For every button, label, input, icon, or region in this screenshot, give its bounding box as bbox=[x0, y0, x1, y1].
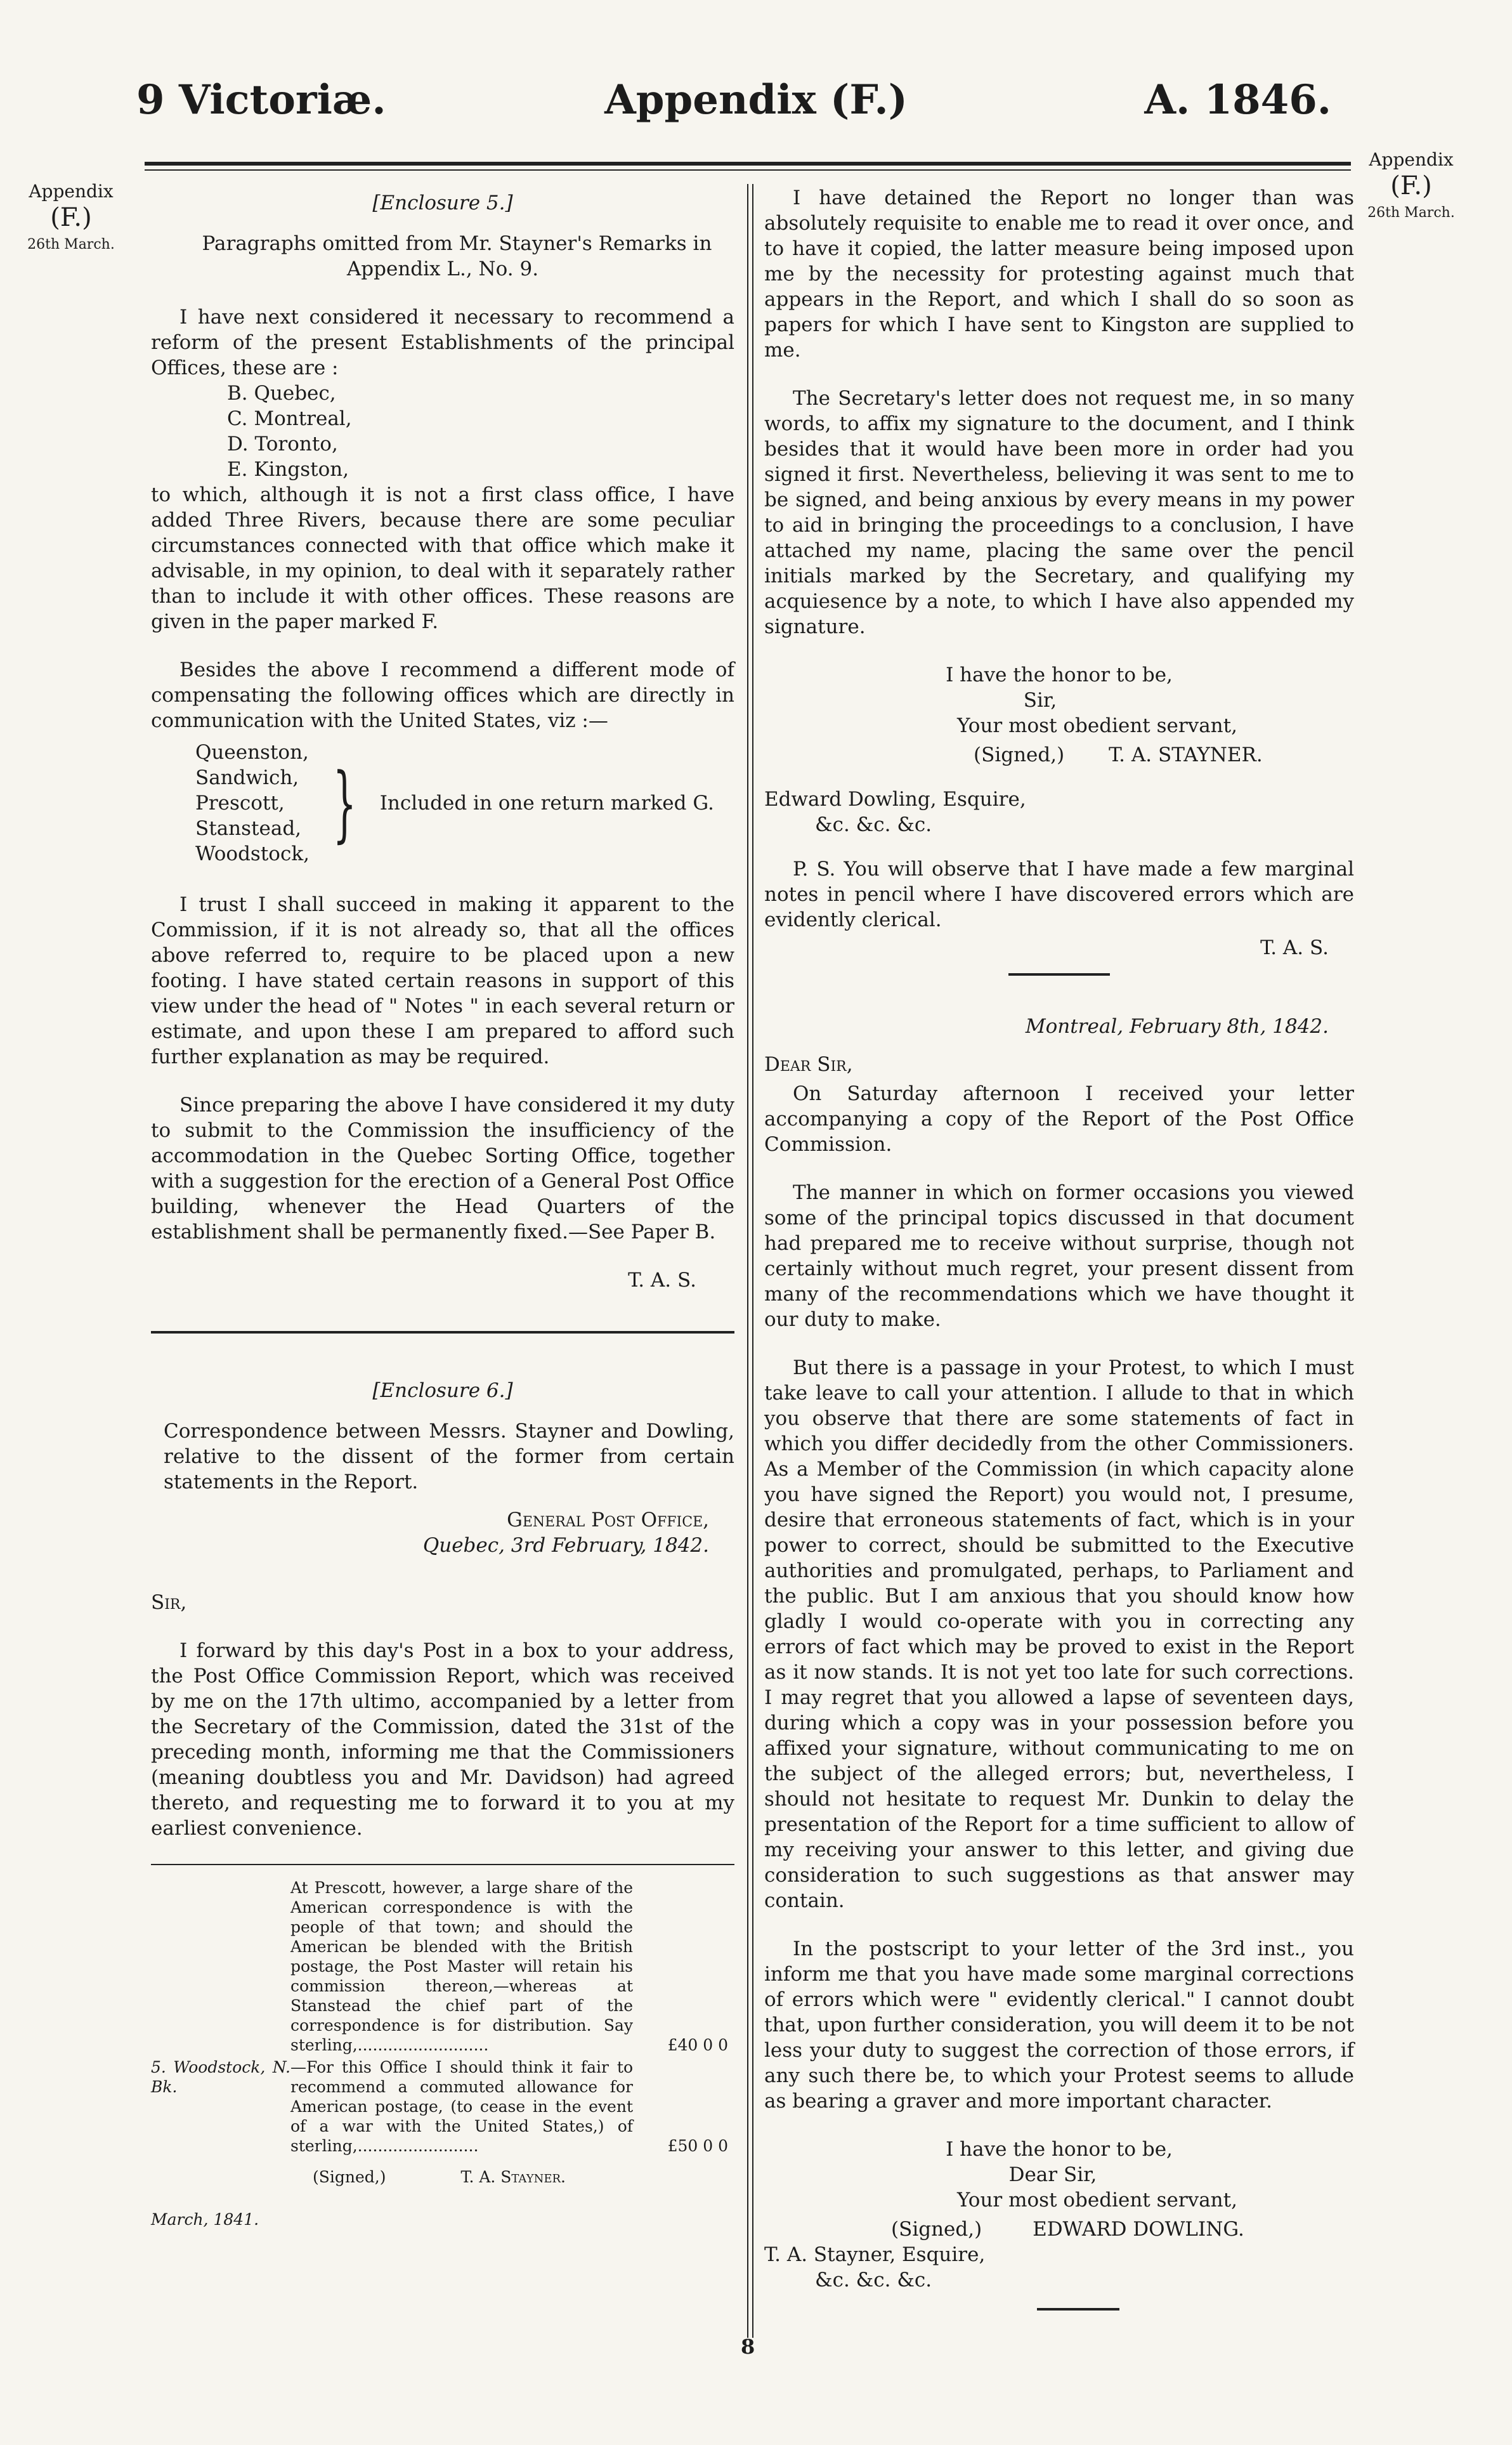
us-office-item: Woodstock, bbox=[195, 842, 310, 865]
closing-servant: Your most obedient servant, bbox=[957, 714, 1237, 737]
enclosure-6-heading: [Enclosure 6.] bbox=[372, 1379, 513, 1402]
paragraph-statements-of-fact: But there is a passage in your Protest, to which I must take leave to call your attention. I allude to that in which you observe that there are some statements of fact in which you differ decidedly from the other Commissioners. As a Member of the Commission (in which capacity alone you have signed the Report) you would not, I presume, desire that erroneous statements of fact, which is in your power to correct, should be submitted to the Executive authorities and promulgated, perhaps, to Parliament and the public. But I am anxious that you should know how gladly I would co-operate with you in correcting any errors of fact which may be proved to exist in the Report as it now stands. It is not yet too late for such corrections. I may regret that you allowed a lapse of seventeen days, during which a copy was in your possession before you affixed your signature, without communicating to me on the subject of the alleged errors; but, nevertheless, I should not hesitate to request Mr. Dunkin to delay the presentation of the Report for a time sufficient to allow of my receiving your answer to this letter, and giving due consideration to such suggestions as that answer may contain. bbox=[764, 1356, 1354, 1912]
footnote-signed: (Signed,) bbox=[313, 2168, 386, 2186]
page-number: 8 bbox=[741, 2335, 755, 2359]
us-office-item: Prescott, bbox=[195, 792, 285, 815]
office-item: B. Quebec, bbox=[227, 382, 336, 405]
paragraph-sorting-office: Since preparing the above I have considered it my duty to submit to the Commission the insufficiency of the accommodation in the Quebec Sorting Office, together with a suggestion for the erection of a General Post Office building, whenever the Head Quarters of the establishment shall be permanently fixed.—See Paper B. bbox=[151, 1094, 734, 1243]
column-divider-inner bbox=[752, 184, 753, 2338]
postscript: P. S. You will observe that I have made a few marginal notes in pencil where I have discovered errors which are evidently clerical. bbox=[764, 858, 1354, 931]
footnote-woodstock-label: 5. Woodstock, N. Bk. bbox=[151, 2058, 290, 2096]
us-offices-note: Included in one return marked G. bbox=[379, 792, 714, 815]
principal-offices-list bbox=[227, 381, 734, 482]
us-offices-list bbox=[195, 740, 310, 867]
closing-honor-2: I have the honor to be, bbox=[946, 2138, 1173, 2161]
margin-note-left bbox=[14, 181, 128, 253]
footnote-prescott-amount: £40 0 0 bbox=[667, 2036, 728, 2054]
closing-honor: I have the honor to be, bbox=[946, 664, 1173, 686]
signed-label: (Signed,) bbox=[974, 744, 1065, 766]
us-office-item: Queenston, bbox=[195, 741, 309, 764]
office-item: E. Kingston, bbox=[227, 458, 349, 481]
margin-note-right bbox=[1354, 149, 1468, 221]
margin-left-label: Appendix bbox=[29, 181, 114, 202]
closing-servant-2: Your most obedient servant, bbox=[957, 2189, 1237, 2212]
margin-left-letter: (F.) bbox=[50, 202, 92, 232]
letter-date-montreal: Montreal, February 8th, 1842. bbox=[1025, 1015, 1329, 1038]
us-offices-group bbox=[195, 740, 734, 867]
margin-left-date: 26th March. bbox=[27, 236, 115, 252]
brace-symbol: } bbox=[332, 755, 356, 851]
footnote-signer: T. A. Stayner. bbox=[460, 2168, 566, 2186]
header-rule-thick bbox=[145, 162, 1351, 166]
footnote-signature bbox=[151, 2167, 734, 2187]
paragraph-detained-report: I have detained the Report no longer than was absolutely requisite to enable me to read it over once, and to have it copied, the latter measure being imposed upon me by the necessity for protesting against much that appears in the Report, and which I shall do so soon as papers for which I have sent to Kingston are supplied to me. bbox=[764, 187, 1354, 362]
paragraph-secretary-letter: The Secretary's letter does not request me, in so many words, to affix my signature to the document, and I think besides that it would have been more in order had you signed it first. Nevertheless, believing it was sent to me to be signed, and being anxious by every means in my power to aid in bringing the proceedings to a conclusion, I have attached my name, placing the same over the pencil initials marked by the Secretary, and qualifying my acquiesence by a note, to which I have also appended my signature. bbox=[764, 387, 1354, 638]
footnote-rule bbox=[151, 1864, 734, 1865]
left-column bbox=[151, 190, 734, 2229]
enclosure-5-heading: [Enclosure 5.] bbox=[372, 192, 513, 214]
section-short-rule bbox=[1008, 973, 1110, 976]
margin-right-date: 26th March. bbox=[1367, 204, 1455, 221]
footnote-woodstock-text: —For this Office I should think it fair to recommend a commuted allowance for American postage, (to cease in the event of a war with the United States,) of sterling,........................ bbox=[290, 2058, 633, 2155]
footnote-date: March, 1841. bbox=[151, 2210, 259, 2229]
paragraph-new-footing: I trust I shall succeed in making it apparent to the Commission, if it is not already so, that all the offices above referred to, require to be placed upon a new footing. I have stated certain reasons in support of this view under the head of " Notes " in each several return or estimate, and upon these I am prepared to afford such further explanation as may be required. bbox=[151, 893, 734, 1068]
office-item: D. Toronto, bbox=[227, 433, 338, 456]
margin-right-letter: (F.) bbox=[1390, 171, 1432, 200]
paragraph-dissent: The manner in which on former occasions you viewed some of the principal topics discussed in that document had prepared me to receive without surprise, though not certainly without much regret, your present dissent from many of the recommendations which we have thought it our duty to make. bbox=[764, 1181, 1354, 1331]
addressee-dowling-etc: &c. &c. &c. bbox=[815, 813, 932, 836]
column-divider bbox=[747, 184, 748, 2338]
us-office-item: Stanstead, bbox=[195, 817, 302, 840]
header-title: Appendix (F.) bbox=[604, 76, 908, 124]
right-column bbox=[764, 185, 1354, 2311]
footnote-prescott-text: At Prescott, however, a large share of the American correspondence is with the people of that town; and should the American be blended with the British postage, the Post Master will retain his commission thereon,—whereas at Stanstead the chief part of the correspondence is for distribution. Say sterling,.......................... bbox=[290, 1878, 633, 2054]
salutation-dear-sir: Dear Sir, bbox=[764, 1053, 853, 1076]
addressee-stayner-etc: &c. &c. &c. bbox=[815, 2269, 932, 2291]
office-item: C. Montreal, bbox=[227, 407, 352, 430]
signer-stayner: T. A. STAYNER. bbox=[1109, 744, 1263, 766]
signer-dowling: EDWARD DOWLING. bbox=[1033, 2218, 1244, 2241]
signature-dowling bbox=[891, 2217, 1354, 2242]
footnote-prescott bbox=[151, 1878, 734, 2055]
paragraph-compensation-intro: Besides the above I recommend a different mode of compensating the following offices which are directly in communication with the United States, viz :— bbox=[151, 659, 734, 732]
signed-label-2: (Signed,) bbox=[891, 2218, 982, 2241]
closing-dear-sir: Dear Sir, bbox=[1008, 2163, 1097, 2186]
initials-tas: T. A. S. bbox=[628, 1269, 696, 1292]
us-office-item: Sandwich, bbox=[195, 766, 299, 789]
footnote-woodstock-amount: £50 0 0 bbox=[667, 2137, 728, 2155]
paragraph-forward-report: I forward by this day's Post in a box to your address, the Post Office Commission Report, which was received by me on the 17th ultimo, accompanied by a letter from the Secretary of the Commission, dated the 31st of the preceding month, informing me that the Commissioners (meaning doubtless you and Mr. Davidson) had agreed thereto, and requesting me to forward it to you at my earliest convenience. bbox=[151, 1639, 734, 1840]
addressee-dowling: Edward Dowling, Esquire, bbox=[764, 788, 1026, 811]
addressee-stayner: T. A. Stayner, Esquire, bbox=[764, 2243, 986, 2266]
postscript-initials: T. A. S. bbox=[1260, 936, 1329, 959]
paragraph-reform-intro: I have next considered it necessary to recommend a reform of the present Establishments of the principal Offices, these are : bbox=[151, 306, 734, 379]
enclosure-5-title: Paragraphs omitted from Mr. Stayner's Remarks in Appendix L., No. 9. bbox=[202, 232, 712, 280]
closing-sir: Sir, bbox=[1023, 689, 1057, 712]
margin-right-label: Appendix bbox=[1369, 149, 1454, 170]
header-left: 9 Victoriæ. bbox=[136, 76, 386, 124]
paragraph-three-rivers: to which, although it is not a first class office, I have added Three Rivers, because there are some peculiar circumstances connected with that office which make it advisable, in my opinion, to deal with it separately rather than to include it with other offices. These reasons are given in the paper marked F. bbox=[151, 483, 734, 633]
header-right: A. 1846. bbox=[1144, 76, 1331, 124]
salutation-sir: Sir, bbox=[151, 1591, 187, 1614]
paragraph-received-letter: On Saturday afternoon I received your letter accompanying a copy of the Report of the Post Office Commission. bbox=[764, 1082, 1354, 1156]
letter-date-quebec: Quebec, 3rd February, 1842. bbox=[422, 1534, 709, 1557]
footnote-woodstock bbox=[151, 2057, 734, 2156]
closing-short-rule bbox=[1037, 2308, 1119, 2311]
header-rule-thin bbox=[145, 169, 1351, 171]
section-rule bbox=[151, 1331, 734, 1334]
enclosure-6-title: Correspondence between Messrs. Stayner and Dowling, relative to the dissent of the former from certain statements in the Report. bbox=[164, 1420, 734, 1493]
signature-stayner bbox=[974, 742, 1354, 768]
paragraph-postscript-reply: In the postscript to your letter of the 3rd inst., you inform me that you have made some marginal corrections of errors which were " evidently clerical." I cannot doubt that, upon further consideration, you will deem it to be not less your duty to suggest the correction of those errors, if any such there be, to which your Protest seems to allude as bearing a graver and more important character. bbox=[764, 1937, 1354, 2113]
letterhead-gpo: General Post Office, bbox=[507, 1509, 709, 1531]
